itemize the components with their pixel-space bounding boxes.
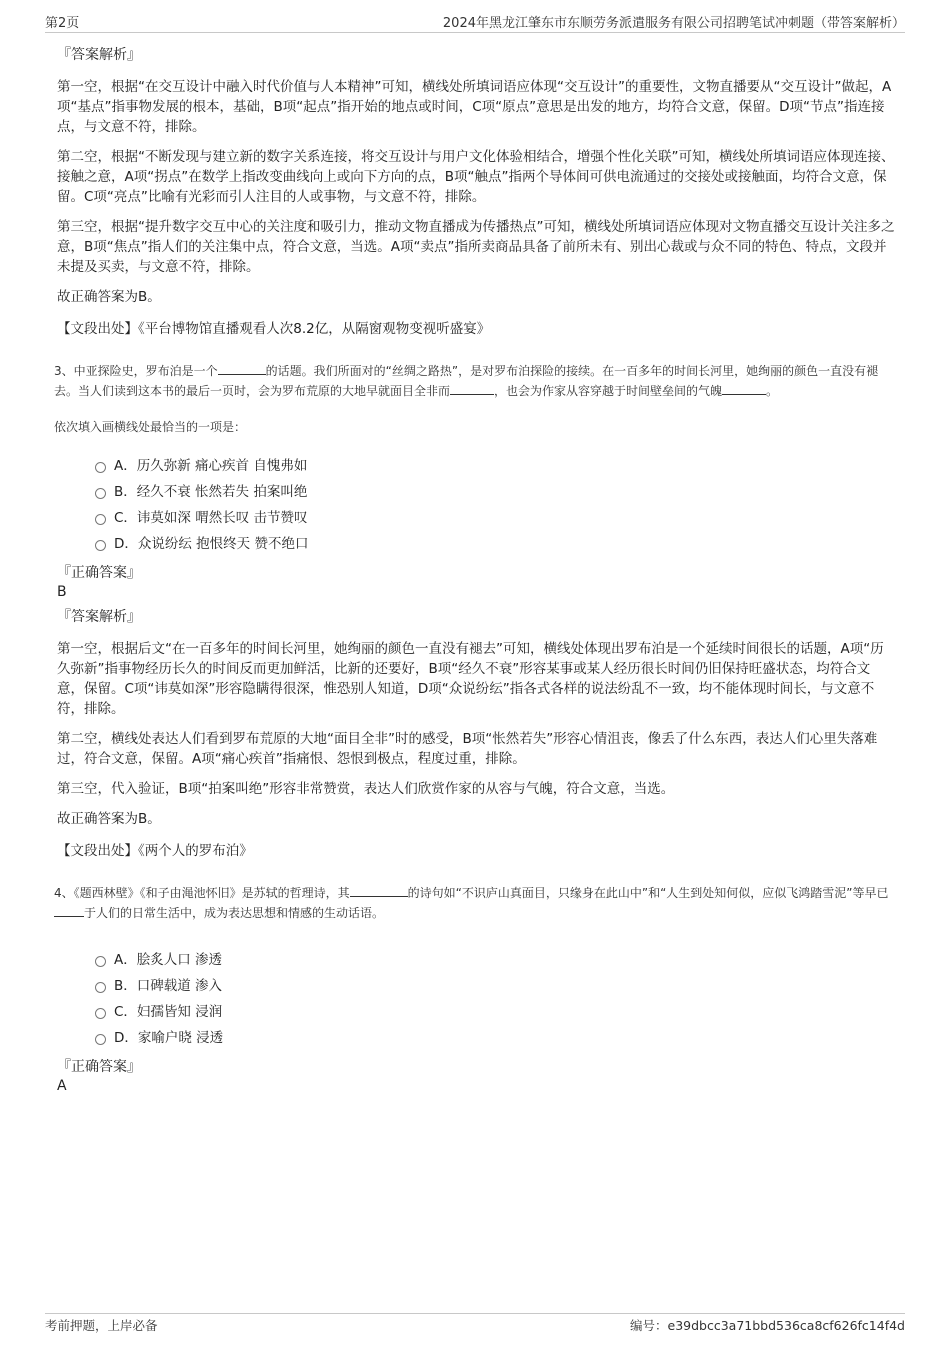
q3-analysis-para-3: 第三空，代入验证，B项“拍案叫绝”形容非常赞赏，表达人们欣赏作家的从容与气魄，符合文意，当选。	[57, 781, 675, 797]
prev-analysis-label: 『答案解析』	[57, 47, 141, 63]
footer-slogan: 考前押题，上岸必备	[45, 1318, 158, 1333]
question-3-instruction: 依次填入画横线处最恰当的一项是：	[54, 420, 247, 434]
page-number: 第2页	[45, 16, 80, 31]
question-3-stem: 3、中亚探险史，罗布泊是一个 的话题。我们所面对的“丝绸之路热”，是对罗布泊探险的接续。在一百多年的时间长河里，她绚丽的颜色一直没有褪去。当人们读到这本书的最后一页时，会为罗布荒原的大地早就面目全非而 ，也会为作家从容穿越于时间壁垒间的气魄 。	[54, 361, 897, 401]
q3-analysis-para-1: 第一空，根据后文“在一百多年的时间长河里，她绚丽的颜色一直没有褪去”可知，横线处体现出罗布泊是一个延续时间很长的话题，A项“历久弥新”指事物经历长久的时间反而更加鲜活，比新的还要好，B项“经久不衰”形容某事或某人经历很长时间仍旧保持旺盛状态，均符合文意，保留。C项“讳莫如深”形容隐瞒得很深，惟恐别人知道，D项“众说纷纭”指各式各样的说法纷乱不一致，均不能体现时间长，与文意不符，排除。	[57, 641, 884, 717]
question-4-options	[95, 947, 897, 1051]
page-footer	[45, 1313, 905, 1334]
radio-icon[interactable]	[95, 1034, 106, 1045]
option-c[interactable]: C．讳莫如深 喟然长叹 击节赞叹	[95, 505, 897, 531]
page-header	[45, 12, 905, 33]
q3-answer: B	[57, 584, 67, 600]
option-a[interactable]: A．脍炙人口 渗透	[95, 947, 897, 973]
radio-icon[interactable]	[95, 514, 106, 525]
prev-analysis-para-3: 第三空，根据“提升数字交互中心的关注度和吸引力，推动文物直播成为传播热点”可知，横线处所填词语应体现对文物直播交互设计关注多之意，B项“焦点”指人们的关注集中点，符合文意，当选。A项“卖点”指所卖商品具备了前所未有、别出心裁或与众不同的特色、特点，文段并未提及买卖，与文意不符，排除。	[57, 219, 895, 275]
prev-conclusion: 故正确答案为B。	[57, 289, 161, 305]
radio-icon[interactable]	[95, 462, 106, 473]
q3-source: 【文段出处】《两个人的罗布泊》	[57, 843, 253, 859]
footer-serial: 编号：e39dbcc3a71bbd536ca8cf626fc14f4d	[630, 1318, 905, 1333]
blank-line	[54, 903, 84, 917]
radio-icon[interactable]	[95, 982, 106, 993]
option-b[interactable]: B．口碑载道 渗入	[95, 973, 897, 999]
option-d[interactable]: D．众说纷纭 抱恨终天 赞不绝口	[95, 531, 897, 557]
blank-line	[722, 381, 766, 395]
radio-icon[interactable]	[95, 956, 106, 967]
option-b[interactable]: B．经久不衰 怅然若失 拍案叫绝	[95, 479, 897, 505]
option-c[interactable]: C．妇孺皆知 浸润	[95, 999, 897, 1025]
prev-source: 【文段出处】《平台博物馆直播观看人次8.2亿，从隔窗观物变视听盛宴》	[57, 321, 491, 337]
document-body	[54, 45, 897, 1101]
prev-analysis-para-2: 第二空，根据“不断发现与建立新的数字关系连接，将交互设计与用户文化体验相结合，增强个性化关联”可知，横线处所填词语应体现连接、接触之意，A项“拐点”在数学上指改变曲线向上或向下方向的点，B项“触点”指两个导体间可供电流通过的交接处或接触面，均符合文意，保留。C项“亮点”比喻有光彩而引人注目的人或事物，与文意不符，排除。	[57, 149, 895, 205]
option-d[interactable]: D．家喻户晓 浸透	[95, 1025, 897, 1051]
blank-line	[350, 883, 408, 897]
blank-line	[450, 381, 494, 395]
radio-icon[interactable]	[95, 488, 106, 499]
prev-analysis-para-1: 第一空，根据“在交互设计中融入时代价值与人本精神”可知，横线处所填词语应体现“交互设计”的重要性，文物直播要从“交互设计”做起，A项“基点”指事物发展的根本，基础，B项“起点”指开始的地点或时间，C项“原点”意思是出发的地方，均符合文意，保留。D项“节点”指连接点，与文意不符，排除。	[57, 79, 892, 135]
question-3-options	[95, 453, 897, 557]
q4-answer-label: 『正确答案』	[57, 1059, 141, 1075]
q3-conclusion: 故正确答案为B。	[57, 811, 161, 827]
question-4-stem: 4、《题西林壁》《和子由渑池怀旧》是苏轼的哲理诗，其 的诗句如“不识庐山真面目，只缘身在此山中”和“人生到处知何似，应似飞鸿踏雪泥”等早已于人们的日常生活中，成为表达思想和情感的生动话语。	[54, 883, 897, 923]
radio-icon[interactable]	[95, 1008, 106, 1019]
q3-analysis-para-2: 第二空，横线处表达人们看到罗布荒原的大地“面目全非”时的感受，B项“怅然若失”形容心情沮丧，像丢了什么东西，表达人们心里失落难过，符合文意，保留。A项“痛心疾首”指痛恨、怨恨到极点，程度过重，排除。	[57, 731, 878, 767]
option-a[interactable]: A．历久弥新 痛心疾首 自愧弗如	[95, 453, 897, 479]
radio-icon[interactable]	[95, 540, 106, 551]
q3-answer-label: 『正确答案』	[57, 565, 141, 581]
q3-analysis-label: 『答案解析』	[57, 609, 141, 625]
blank-line	[218, 361, 266, 375]
q4-answer: A	[57, 1078, 67, 1094]
document-title: 2024年黑龙江肇东市东顺劳务派遣服务有限公司招聘笔试冲刺题（带答案解析）	[442, 16, 905, 31]
